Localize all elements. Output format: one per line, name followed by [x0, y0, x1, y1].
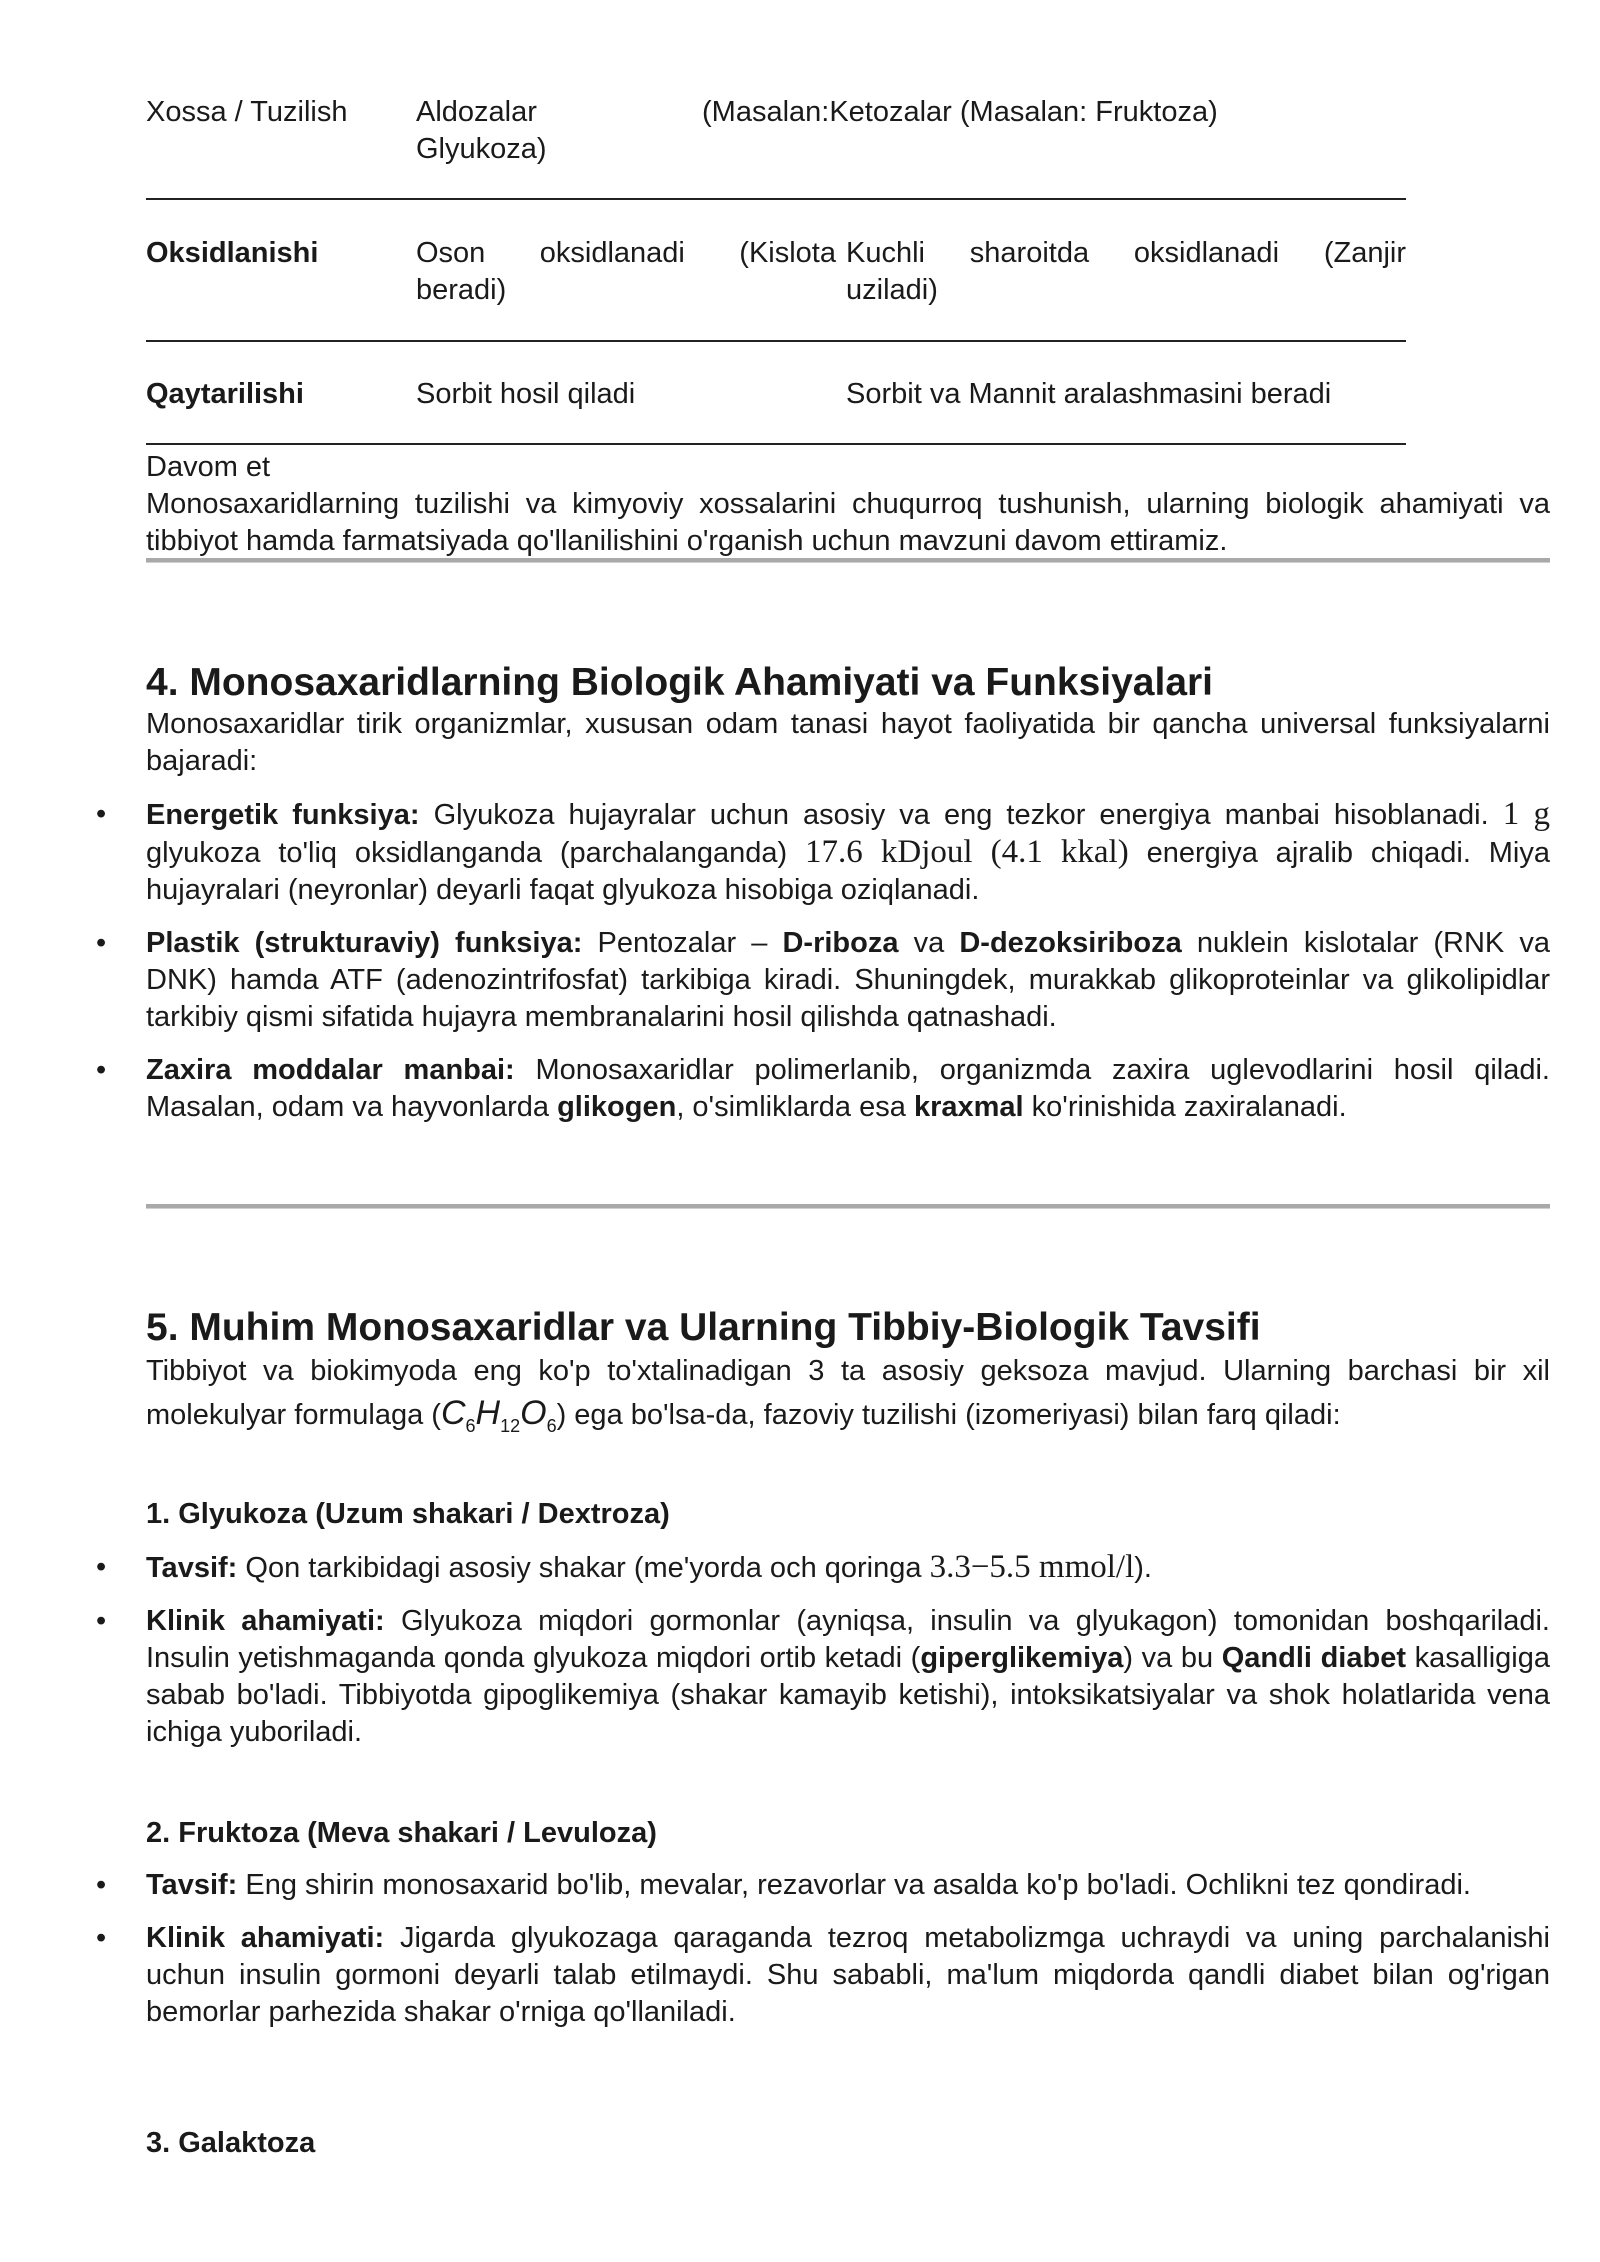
bullet: • [96, 1054, 107, 1086]
item-label: Zaxira moddalar manbai: [146, 1054, 515, 1086]
cell-aldozalar: Oson oksidlanadi (Kislota beradi) [416, 237, 836, 306]
item-label: Energetik funksiya: [146, 799, 420, 831]
subsection-glyukoza-title: 1. Glyukoza (Uzum shakari / Dextroza) [146, 1498, 670, 1530]
continue-label: Davom et [146, 451, 271, 483]
section-divider [146, 1204, 1550, 1209]
bullet: • [96, 1922, 107, 1954]
math-expression: 1 g [1502, 796, 1551, 832]
subsection-glyukoza-body [96, 1549, 1550, 1751]
section-5-title: 5. Muhim Monosaxaridlar va Ularning Tibbiy-Biologik Tavsifi [146, 1306, 1261, 1349]
table-divider [146, 198, 1406, 200]
list-item: • Plastik (strukturaviy) funksiya: Pentozalar – D-riboza va D-dezoksiriboza nuklein kislotalar (RNK va DNK) hamda ATF (adenozintrifosfat) tarkibiga kiradi. Shuningdek, murakkab glikoproteinlar va glikolipidlar tarkibiy qismi sifatida hujayra membranalarini hosil qilishda qatnashadi. [96, 927, 1550, 1033]
section-4-body [96, 706, 1551, 1126]
list-item: • Tavsif: Eng shirin monosaxarid bo'lib, mevalar, rezavorlar va asalda ko'p bo'ladi. Ochlikni tez qondiradi. [146, 1867, 1550, 1904]
function-list [96, 796, 1551, 1126]
bullet: • [96, 1551, 107, 1583]
continue-block [146, 449, 1550, 560]
section-5-intro: Tibbiyot va biokimyoda eng ko'p to'xtalinadigan 3 ta asosiy geksoza mavjud. Ularning barchasi bir xil molekulyar formulaga $(C_6H_{12}O_6)$ ega bo'lsa-da, fazoviy tuzilishi (izomeriyasi) bilan farq qiladi: [146, 1355, 1550, 1436]
list-item: • Klinik ahamiyati: Glyukoza miqdori gormonlar (ayniqsa, insulin va glyukagon) tomonidan boshqariladi. Insulin yetishmaganda qonda glyukoza miqdori ortib ketadi (giperglikemiya) va bu Qandli diabet kasalligiga sabab bo'ladi. Tibbiyotda gipoglikemiya (shakar kamayib ketishi), intoksikatsiyalar va shok holatlarida vena ichiga yuboriladi. [96, 1605, 1550, 1748]
list-item: • Energetik funksiya: Glyukoza hujayralar uchun asosiy va eng tezkor energiya manbai hisoblanadi. 1 g glyukoza to'liq oksidlanganda (parchalanganda) 17.6 kDjoul (4.1 kkal) energiya ajralib chiqadi. Miya hujayralari (neyronlar) deyarli faqat glyukoza hisobiga oziqlanadi. [96, 796, 1551, 906]
list-item: • Klinik ahamiyati: Jigarda glyukozaga qaraganda tezroq metabolizmga uchraydi va uning parchalanishi uchun insulin gormoni deyarli talab etilmaydi. Shu sababli, ma'lum miqdorda qandli diabet bilan og'rigan bemorlar parhezida shakar o'rniga qo'llaniladi. [96, 1922, 1550, 2028]
subsection-galaktoza-title: 3. Galaktoza [146, 2127, 316, 2159]
math-expression: 3.3−5.5 mmol/l [929, 1549, 1135, 1585]
bullet: • [96, 927, 107, 959]
section-4-intro: Monosaxaridlar tirik organizmlar, xususan odam tanasi hayot faoliyatida bir qancha universal funksiyalarni bajaradi: [146, 708, 1550, 777]
item-label: Plastik (strukturaviy) funksiya: [146, 927, 583, 959]
table-divider [146, 443, 1406, 445]
row-label: Qaytarilishi [146, 378, 304, 410]
cell-aldozalar: Sorbit hosil qiladi [416, 378, 636, 410]
list-item: • Zaxira moddalar manbai: Monosaxaridlar polimerlanib, organizmda zaxira uglevodlarini hosil qiladi. Masalan, odam va hayvonlarda glikogen, o'simliklarda esa kraxmal ko'rinishida zaxiralanadi. [96, 1054, 1550, 1123]
row-label: Oksidlanishi [146, 237, 319, 269]
cell-ketozalar: (Masalan:Ketozalar (Masalan: Fruktoza) [702, 96, 1218, 128]
subsection-fruktoza-body [96, 1867, 1550, 2031]
molecular-formula: $C_6H_{12}O_6$ [440, 1394, 557, 1436]
cell-ketozalar: Kuchli sharoitda oksidlanadi (Zanjir uziladi) [846, 237, 1406, 306]
row-label: Xossa / Tuzilish [146, 96, 348, 128]
cell-ketozalar: Sorbit va Mannit aralashmasini beradi [846, 378, 1332, 410]
section-divider [146, 558, 1550, 563]
bullet: • [96, 1869, 107, 1901]
table-divider [146, 340, 1406, 342]
bullet: • [96, 1605, 107, 1637]
list-item: • Tavsif: Qon tarkibidagi asosiy shakar (me'yorda och qoringa 3.3−5.5 mmol/l). [96, 1549, 1152, 1585]
section-4-title: 4. Monosaxaridlarning Biologik Ahamiyati va Funksiyalari [146, 661, 1214, 704]
subsection-fruktoza-title: 2. Fruktoza (Meva shakari / Levuloza) [146, 1817, 657, 1849]
math-expression: 17.6 kDjoul (4.1 kkal) [805, 834, 1129, 870]
bullet: • [96, 798, 107, 830]
continue-text: Monosaxaridlarning tuzilishi va kimyoviy xossalarini chuqurroq tushunish, ularning biologik ahamiyati va tibbiyot hamda farmatsiyada qo'llanilishini o'rganish uchun mavzuni davom ettiramiz. [146, 488, 1550, 557]
cell-aldozalar: Aldozalar Glyukoza) [416, 96, 547, 165]
